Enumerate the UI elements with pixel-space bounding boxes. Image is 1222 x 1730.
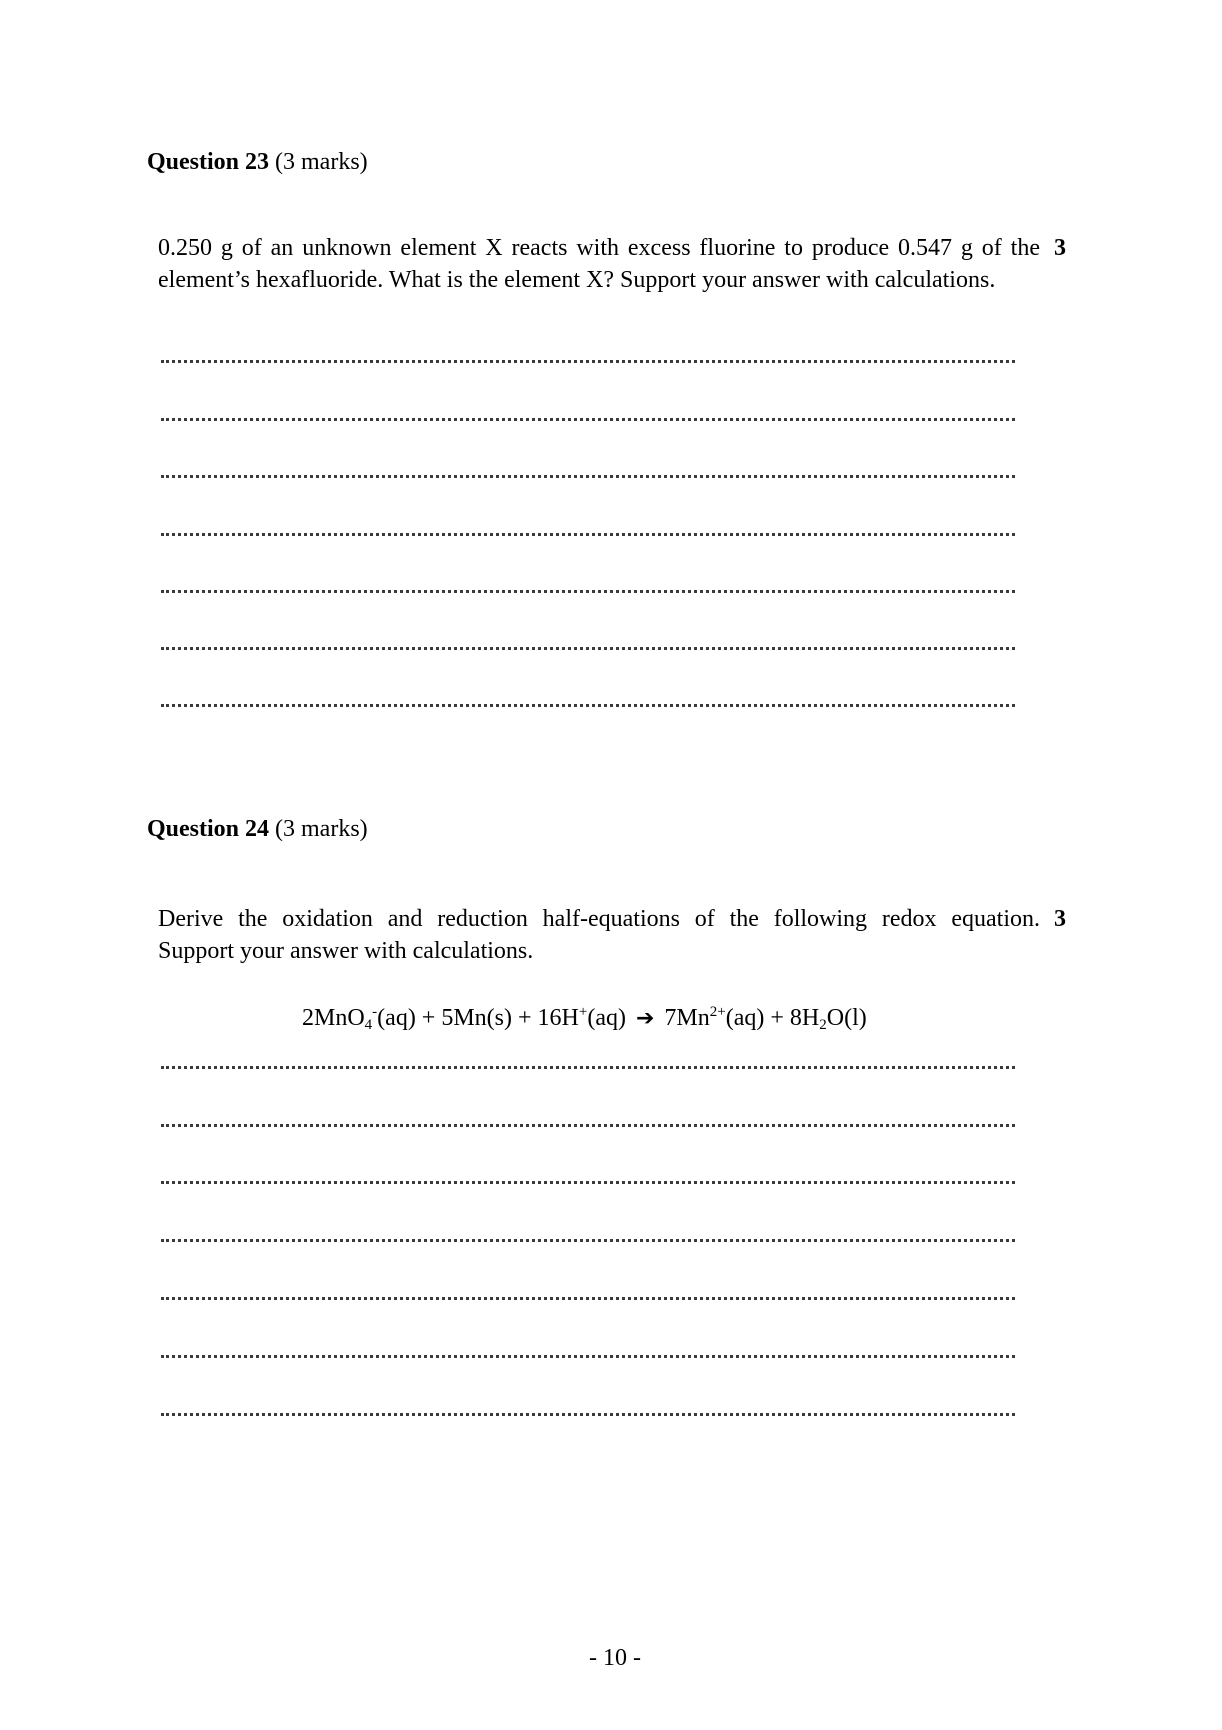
question-23-body — [158, 232, 1040, 296]
answer-line[interactable] — [161, 1297, 1015, 1300]
page-number — [0, 1645, 1222, 1672]
question-23-heading — [147, 148, 368, 176]
question-24-body-line-1: Derive the oxidation and reduction half-equations of the following redox equation. — [158, 906, 1040, 932]
question-23-marks-text: (3 marks) — [275, 149, 368, 175]
answer-line[interactable] — [161, 1066, 1015, 1069]
equation-superscript: - — [372, 1004, 378, 1020]
answer-line[interactable] — [161, 1124, 1015, 1127]
answer-line[interactable] — [161, 1413, 1015, 1416]
question-23-body-line-1: 0.250 g of an unknown element X reacts with excess fluorine to produce 0.547 g of the — [158, 235, 1040, 261]
reaction-arrow-icon: ➔ — [635, 1006, 655, 1031]
question-24-marks: 3 — [1054, 906, 1066, 932]
redox-equation — [302, 1003, 867, 1034]
equation-term: (aq) + 8H — [725, 1005, 820, 1031]
question-23-marks: 3 — [1054, 235, 1066, 261]
answer-line[interactable] — [161, 360, 1015, 363]
question-23-label: Question 23 — [147, 149, 270, 175]
page-number-text: - 10 - — [589, 1645, 641, 1671]
answer-line[interactable] — [161, 533, 1015, 536]
equation-term: (aq) — [587, 1005, 626, 1031]
equation-subscript: 4 — [364, 1017, 373, 1033]
question-24-body — [158, 903, 1040, 967]
question-24-marks-text: (3 marks) — [275, 816, 368, 842]
equation-term: 7Mn — [664, 1005, 710, 1031]
question-24-label: Question 24 — [147, 816, 270, 842]
question-23-body-line-2: element’s hexafluoride. What is the element X? Support your answer with calculations. — [158, 267, 996, 293]
equation-term: 2MnO — [302, 1005, 365, 1031]
equation-superscript: 2+ — [709, 1004, 726, 1020]
equation-subscript: 2 — [819, 1017, 827, 1033]
equation-superscript: + — [578, 1004, 588, 1020]
answer-line[interactable] — [161, 590, 1015, 593]
answer-line[interactable] — [161, 418, 1015, 421]
answer-line[interactable] — [161, 475, 1015, 478]
answer-line[interactable] — [161, 1355, 1015, 1358]
answer-line[interactable] — [161, 704, 1015, 707]
answer-line[interactable] — [161, 1239, 1015, 1242]
answer-line[interactable] — [161, 1181, 1015, 1184]
question-24-body-line-2: Support your answer with calculations. — [158, 938, 534, 964]
equation-term: (aq) + 5Mn(s) + 16H — [377, 1005, 579, 1031]
equation-term: O(l) — [826, 1005, 867, 1031]
answer-line[interactable] — [161, 647, 1015, 650]
question-24-heading — [147, 815, 368, 843]
